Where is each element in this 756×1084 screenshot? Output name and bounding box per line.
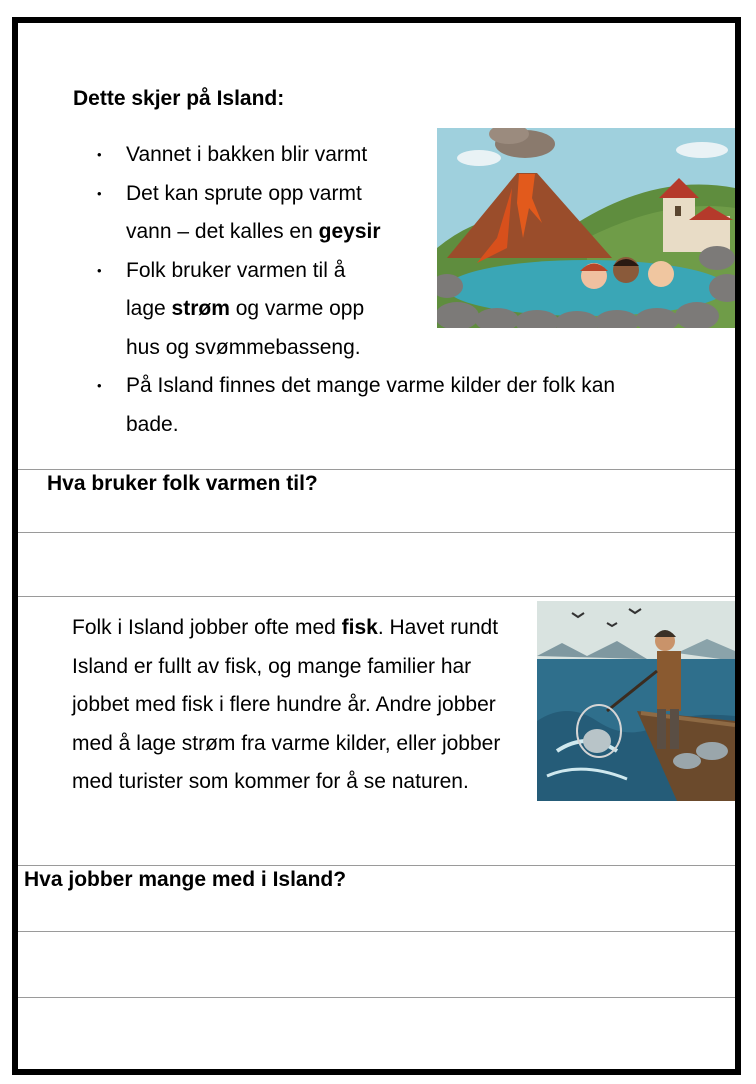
- fishing-paragraph: Folk i Island jobber ofte med fisk. Havet rundt Island er fullt av fisk, og mange familier har jobbet med fisk i flere hundre år. Andre jobber med å lage strøm fra varme kilder, eller jobber med turister som kommer for å se naturen.: [72, 616, 501, 794]
- answer-line: [18, 931, 735, 932]
- divider: [18, 865, 735, 866]
- volcano-hot-spring-illustration: [437, 128, 735, 328]
- answer-line: [18, 596, 735, 597]
- answer-line: [18, 532, 735, 533]
- question-heading: Hva jobber mange med i Island?: [24, 868, 347, 891]
- answer-line: [18, 997, 735, 998]
- page-frame: [12, 17, 741, 1075]
- list-item: • Folk bruker varmen til å lage strøm og varme opp hus og svømmebasseng.: [78, 252, 386, 368]
- divider: [18, 469, 735, 470]
- fisherman-boat-illustration: [537, 601, 735, 801]
- list-item: • Det kan sprute opp varmt vann – det kalles en geysir: [78, 175, 386, 252]
- list-item: • På Island finnes det mange varme kilder der folk kan bade.: [78, 367, 666, 444]
- question-heading: Hva bruker folk varmen til?: [47, 472, 318, 495]
- list-item: • Vannet i bakken blir varmt: [78, 136, 666, 175]
- section-heading: Dette skjer på Island:: [73, 87, 285, 110]
